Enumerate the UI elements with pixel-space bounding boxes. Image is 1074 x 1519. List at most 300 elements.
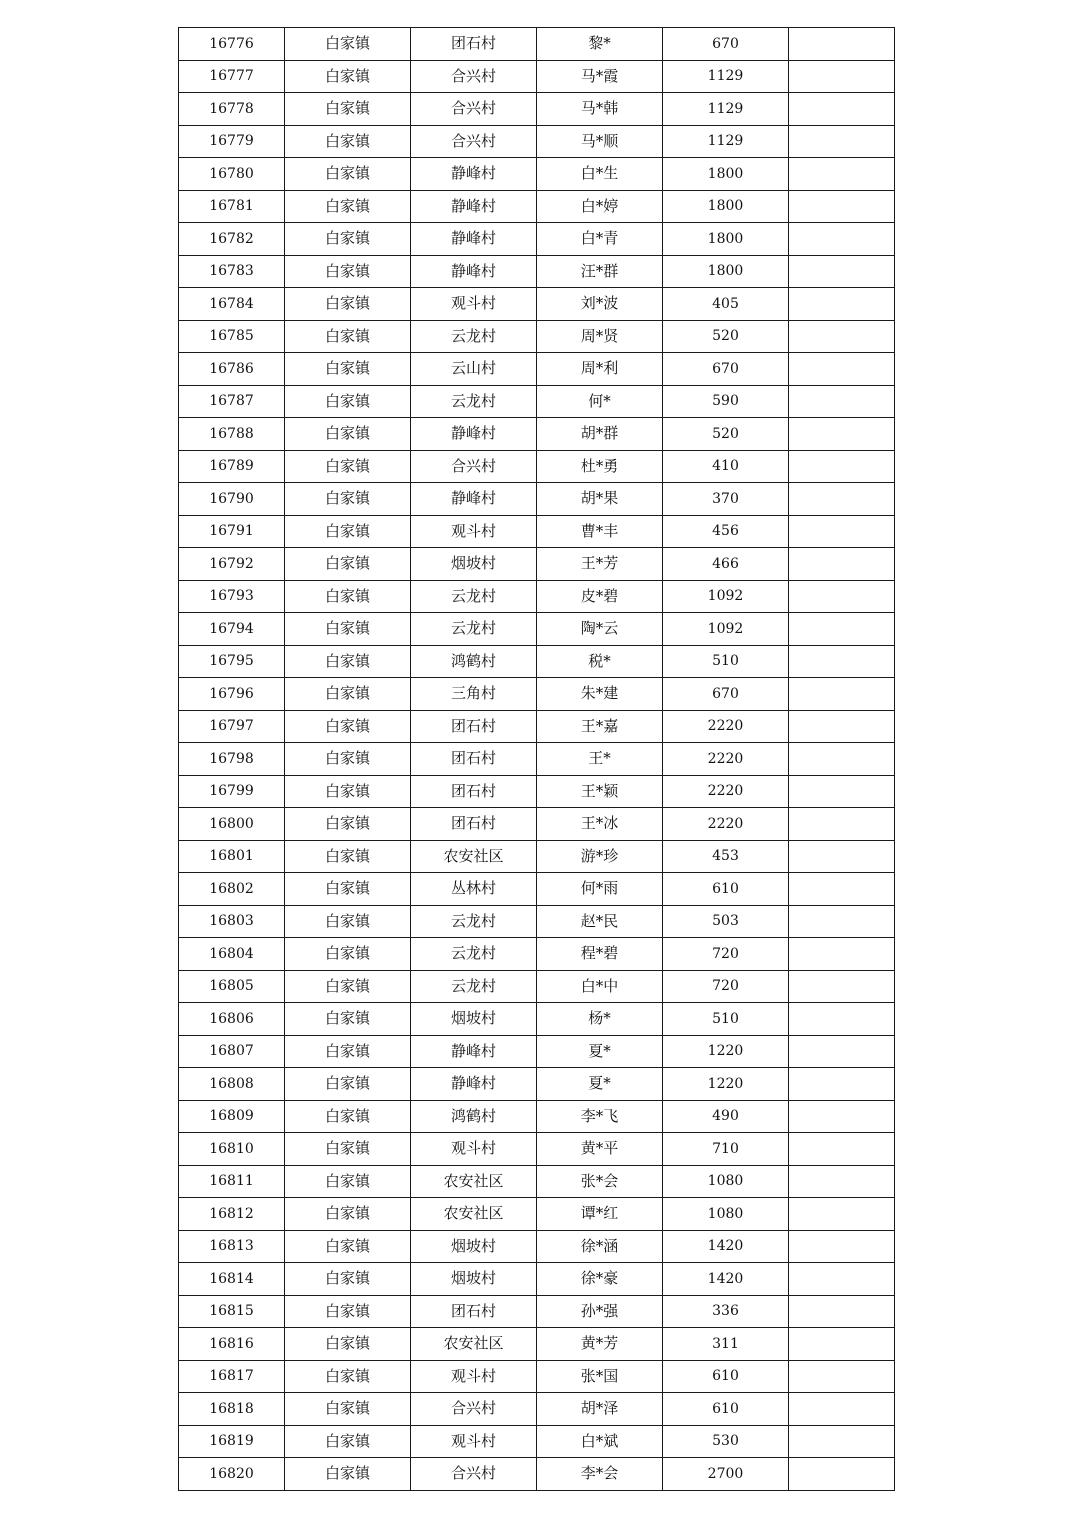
name-cell: 谭*红 xyxy=(537,1198,663,1231)
amount-cell: 336 xyxy=(663,1295,789,1328)
town-cell: 白家镇 xyxy=(285,1263,411,1296)
row-number-cell: 16794 xyxy=(179,613,285,646)
village-cell: 鸿鹤村 xyxy=(411,1100,537,1133)
town-cell: 白家镇 xyxy=(285,743,411,776)
note-cell xyxy=(789,808,895,841)
table-row xyxy=(179,905,895,938)
name-cell: 税* xyxy=(537,645,663,678)
town-cell: 白家镇 xyxy=(285,938,411,971)
town-cell: 白家镇 xyxy=(285,450,411,483)
note-cell xyxy=(789,1295,895,1328)
name-cell: 王* xyxy=(537,743,663,776)
amount-cell: 466 xyxy=(663,548,789,581)
town-cell: 白家镇 xyxy=(285,223,411,256)
name-cell: 黄*平 xyxy=(537,1133,663,1166)
name-cell: 黄*芳 xyxy=(537,1328,663,1361)
amount-cell: 610 xyxy=(663,1360,789,1393)
table-row xyxy=(179,1068,895,1101)
table-row xyxy=(179,158,895,191)
table-row xyxy=(179,515,895,548)
village-cell: 云山村 xyxy=(411,353,537,386)
amount-cell: 503 xyxy=(663,905,789,938)
village-cell: 三角村 xyxy=(411,678,537,711)
village-cell: 云龙村 xyxy=(411,613,537,646)
note-cell xyxy=(789,548,895,581)
amount-cell: 456 xyxy=(663,515,789,548)
village-cell: 鸿鹤村 xyxy=(411,645,537,678)
village-cell: 静峰村 xyxy=(411,483,537,516)
village-cell: 团石村 xyxy=(411,28,537,61)
amount-cell: 1420 xyxy=(663,1263,789,1296)
row-number-cell: 16792 xyxy=(179,548,285,581)
town-cell: 白家镇 xyxy=(285,678,411,711)
village-cell: 烟坡村 xyxy=(411,548,537,581)
row-number-cell: 16789 xyxy=(179,450,285,483)
name-cell: 徐*涵 xyxy=(537,1230,663,1263)
name-cell: 王*颖 xyxy=(537,775,663,808)
amount-cell: 1800 xyxy=(663,255,789,288)
town-cell: 白家镇 xyxy=(285,483,411,516)
name-cell: 李*会 xyxy=(537,1458,663,1491)
note-cell xyxy=(789,1068,895,1101)
town-cell: 白家镇 xyxy=(285,1068,411,1101)
row-number-cell: 16788 xyxy=(179,418,285,451)
table-row xyxy=(179,1198,895,1231)
amount-cell: 1129 xyxy=(663,93,789,126)
row-number-cell: 16818 xyxy=(179,1393,285,1426)
row-number-cell: 16817 xyxy=(179,1360,285,1393)
name-cell: 胡*果 xyxy=(537,483,663,516)
name-cell: 周*贤 xyxy=(537,320,663,353)
name-cell: 游*珍 xyxy=(537,840,663,873)
village-cell: 团石村 xyxy=(411,775,537,808)
row-number-cell: 16776 xyxy=(179,28,285,61)
note-cell xyxy=(789,1198,895,1231)
note-cell xyxy=(789,710,895,743)
note-cell xyxy=(789,190,895,223)
name-cell: 白*斌 xyxy=(537,1425,663,1458)
note-cell xyxy=(789,1035,895,1068)
table-row xyxy=(179,613,895,646)
row-number-cell: 16787 xyxy=(179,385,285,418)
name-cell: 马*霞 xyxy=(537,60,663,93)
town-cell: 白家镇 xyxy=(285,288,411,321)
amount-cell: 2220 xyxy=(663,743,789,776)
village-cell: 云龙村 xyxy=(411,970,537,1003)
name-cell: 胡*泽 xyxy=(537,1393,663,1426)
name-cell: 白*中 xyxy=(537,970,663,1003)
town-cell: 白家镇 xyxy=(285,1393,411,1426)
table-row xyxy=(179,255,895,288)
town-cell: 白家镇 xyxy=(285,645,411,678)
note-cell xyxy=(789,1425,895,1458)
village-cell: 农安社区 xyxy=(411,1328,537,1361)
table-row xyxy=(179,320,895,353)
town-cell: 白家镇 xyxy=(285,1100,411,1133)
note-cell xyxy=(789,1458,895,1491)
row-number-cell: 16781 xyxy=(179,190,285,223)
amount-cell: 405 xyxy=(663,288,789,321)
note-cell xyxy=(789,483,895,516)
row-number-cell: 16795 xyxy=(179,645,285,678)
table-row xyxy=(179,678,895,711)
name-cell: 刘*波 xyxy=(537,288,663,321)
amount-cell: 530 xyxy=(663,1425,789,1458)
amount-cell: 2220 xyxy=(663,808,789,841)
note-cell xyxy=(789,613,895,646)
name-cell: 朱*建 xyxy=(537,678,663,711)
name-cell: 赵*民 xyxy=(537,905,663,938)
village-cell: 烟坡村 xyxy=(411,1263,537,1296)
village-cell: 云龙村 xyxy=(411,580,537,613)
village-cell: 丛林村 xyxy=(411,873,537,906)
town-cell: 白家镇 xyxy=(285,353,411,386)
amount-cell: 1220 xyxy=(663,1035,789,1068)
amount-cell: 1092 xyxy=(663,580,789,613)
row-number-cell: 16778 xyxy=(179,93,285,126)
amount-cell: 1420 xyxy=(663,1230,789,1263)
note-cell xyxy=(789,645,895,678)
town-cell: 白家镇 xyxy=(285,905,411,938)
row-number-cell: 16820 xyxy=(179,1458,285,1491)
note-cell xyxy=(789,1230,895,1263)
note-cell xyxy=(789,515,895,548)
table-row xyxy=(179,645,895,678)
town-cell: 白家镇 xyxy=(285,1360,411,1393)
amount-cell: 1129 xyxy=(663,125,789,158)
note-cell xyxy=(789,938,895,971)
note-cell xyxy=(789,223,895,256)
town-cell: 白家镇 xyxy=(285,710,411,743)
village-cell: 观斗村 xyxy=(411,515,537,548)
town-cell: 白家镇 xyxy=(285,255,411,288)
row-number-cell: 16810 xyxy=(179,1133,285,1166)
row-number-cell: 16791 xyxy=(179,515,285,548)
town-cell: 白家镇 xyxy=(285,1230,411,1263)
village-cell: 静峰村 xyxy=(411,255,537,288)
row-number-cell: 16799 xyxy=(179,775,285,808)
village-cell: 静峰村 xyxy=(411,1035,537,1068)
note-cell xyxy=(789,450,895,483)
amount-cell: 610 xyxy=(663,1393,789,1426)
note-cell xyxy=(789,1328,895,1361)
row-number-cell: 16801 xyxy=(179,840,285,873)
table-row xyxy=(179,840,895,873)
amount-cell: 1129 xyxy=(663,60,789,93)
table-row xyxy=(179,743,895,776)
town-cell: 白家镇 xyxy=(285,970,411,1003)
row-number-cell: 16819 xyxy=(179,1425,285,1458)
name-cell: 周*利 xyxy=(537,353,663,386)
amount-cell: 1080 xyxy=(663,1198,789,1231)
town-cell: 白家镇 xyxy=(285,1295,411,1328)
table-row xyxy=(179,190,895,223)
note-cell xyxy=(789,743,895,776)
amount-cell: 2700 xyxy=(663,1458,789,1491)
village-cell: 静峰村 xyxy=(411,190,537,223)
note-cell xyxy=(789,320,895,353)
name-cell: 王*芳 xyxy=(537,548,663,581)
amount-cell: 670 xyxy=(663,678,789,711)
name-cell: 马*顺 xyxy=(537,125,663,158)
name-cell: 汪*群 xyxy=(537,255,663,288)
table-row xyxy=(179,450,895,483)
table-row xyxy=(179,1328,895,1361)
village-cell: 团石村 xyxy=(411,808,537,841)
village-cell: 烟坡村 xyxy=(411,1230,537,1263)
town-cell: 白家镇 xyxy=(285,93,411,126)
row-number-cell: 16786 xyxy=(179,353,285,386)
amount-cell: 311 xyxy=(663,1328,789,1361)
town-cell: 白家镇 xyxy=(285,320,411,353)
name-cell: 王*冰 xyxy=(537,808,663,841)
village-cell: 云龙村 xyxy=(411,385,537,418)
amount-cell: 510 xyxy=(663,1003,789,1036)
town-cell: 白家镇 xyxy=(285,515,411,548)
amount-cell: 2220 xyxy=(663,710,789,743)
note-cell xyxy=(789,1003,895,1036)
row-number-cell: 16807 xyxy=(179,1035,285,1068)
village-cell: 云龙村 xyxy=(411,320,537,353)
table-row xyxy=(179,775,895,808)
table-row xyxy=(179,1393,895,1426)
amount-cell: 510 xyxy=(663,645,789,678)
amount-cell: 520 xyxy=(663,418,789,451)
town-cell: 白家镇 xyxy=(285,1458,411,1491)
village-cell: 团石村 xyxy=(411,1295,537,1328)
note-cell xyxy=(789,353,895,386)
table-row xyxy=(179,938,895,971)
village-cell: 静峰村 xyxy=(411,158,537,191)
row-number-cell: 16783 xyxy=(179,255,285,288)
amount-cell: 1220 xyxy=(663,1068,789,1101)
town-cell: 白家镇 xyxy=(285,190,411,223)
name-cell: 胡*群 xyxy=(537,418,663,451)
name-cell: 何*雨 xyxy=(537,873,663,906)
table-body xyxy=(179,28,895,1491)
name-cell: 杜*勇 xyxy=(537,450,663,483)
note-cell xyxy=(789,125,895,158)
row-number-cell: 16814 xyxy=(179,1263,285,1296)
amount-cell: 670 xyxy=(663,28,789,61)
note-cell xyxy=(789,255,895,288)
note-cell xyxy=(789,1100,895,1133)
row-number-cell: 16804 xyxy=(179,938,285,971)
village-cell: 静峰村 xyxy=(411,1068,537,1101)
village-cell: 农安社区 xyxy=(411,1165,537,1198)
table-row xyxy=(179,385,895,418)
row-number-cell: 16811 xyxy=(179,1165,285,1198)
village-cell: 团石村 xyxy=(411,710,537,743)
name-cell: 张*国 xyxy=(537,1360,663,1393)
name-cell: 马*韩 xyxy=(537,93,663,126)
village-cell: 观斗村 xyxy=(411,1133,537,1166)
amount-cell: 410 xyxy=(663,450,789,483)
table-row xyxy=(179,483,895,516)
town-cell: 白家镇 xyxy=(285,580,411,613)
amount-cell: 453 xyxy=(663,840,789,873)
amount-cell: 1800 xyxy=(663,158,789,191)
name-cell: 王*嘉 xyxy=(537,710,663,743)
note-cell xyxy=(789,840,895,873)
table-row xyxy=(179,873,895,906)
row-number-cell: 16812 xyxy=(179,1198,285,1231)
town-cell: 白家镇 xyxy=(285,775,411,808)
table-row xyxy=(179,970,895,1003)
table-row xyxy=(179,1295,895,1328)
name-cell: 曹*丰 xyxy=(537,515,663,548)
town-cell: 白家镇 xyxy=(285,873,411,906)
data-table xyxy=(178,27,895,1491)
village-cell: 观斗村 xyxy=(411,288,537,321)
table-row xyxy=(179,1035,895,1068)
town-cell: 白家镇 xyxy=(285,28,411,61)
note-cell xyxy=(789,418,895,451)
town-cell: 白家镇 xyxy=(285,158,411,191)
town-cell: 白家镇 xyxy=(285,613,411,646)
village-cell: 观斗村 xyxy=(411,1425,537,1458)
row-number-cell: 16793 xyxy=(179,580,285,613)
table-row xyxy=(179,353,895,386)
amount-cell: 670 xyxy=(663,353,789,386)
note-cell xyxy=(789,1133,895,1166)
table-row xyxy=(179,28,895,61)
table-row xyxy=(179,288,895,321)
name-cell: 夏* xyxy=(537,1068,663,1101)
row-number-cell: 16815 xyxy=(179,1295,285,1328)
note-cell xyxy=(789,158,895,191)
village-cell: 云龙村 xyxy=(411,905,537,938)
amount-cell: 1800 xyxy=(663,190,789,223)
town-cell: 白家镇 xyxy=(285,1133,411,1166)
note-cell xyxy=(789,970,895,1003)
name-cell: 张*会 xyxy=(537,1165,663,1198)
table-row xyxy=(179,1003,895,1036)
village-cell: 农安社区 xyxy=(411,840,537,873)
table-row xyxy=(179,1230,895,1263)
town-cell: 白家镇 xyxy=(285,60,411,93)
village-cell: 合兴村 xyxy=(411,93,537,126)
row-number-cell: 16779 xyxy=(179,125,285,158)
row-number-cell: 16790 xyxy=(179,483,285,516)
name-cell: 李*飞 xyxy=(537,1100,663,1133)
table-row xyxy=(179,125,895,158)
note-cell xyxy=(789,580,895,613)
note-cell xyxy=(789,1360,895,1393)
name-cell: 何* xyxy=(537,385,663,418)
town-cell: 白家镇 xyxy=(285,418,411,451)
note-cell xyxy=(789,28,895,61)
note-cell xyxy=(789,1263,895,1296)
note-cell xyxy=(789,60,895,93)
village-cell: 烟坡村 xyxy=(411,1003,537,1036)
note-cell xyxy=(789,1165,895,1198)
town-cell: 白家镇 xyxy=(285,548,411,581)
table-row xyxy=(179,1165,895,1198)
row-number-cell: 16796 xyxy=(179,678,285,711)
amount-cell: 1092 xyxy=(663,613,789,646)
table-row xyxy=(179,710,895,743)
town-cell: 白家镇 xyxy=(285,1003,411,1036)
town-cell: 白家镇 xyxy=(285,1328,411,1361)
name-cell: 白*婷 xyxy=(537,190,663,223)
row-number-cell: 16800 xyxy=(179,808,285,841)
table-row xyxy=(179,93,895,126)
village-cell: 云龙村 xyxy=(411,938,537,971)
row-number-cell: 16780 xyxy=(179,158,285,191)
note-cell xyxy=(789,385,895,418)
table-row xyxy=(179,418,895,451)
village-cell: 合兴村 xyxy=(411,1393,537,1426)
note-cell xyxy=(789,775,895,808)
table-row xyxy=(179,1100,895,1133)
note-cell xyxy=(789,873,895,906)
name-cell: 孙*强 xyxy=(537,1295,663,1328)
table-row xyxy=(179,580,895,613)
amount-cell: 2220 xyxy=(663,775,789,808)
village-cell: 静峰村 xyxy=(411,418,537,451)
village-cell: 合兴村 xyxy=(411,1458,537,1491)
amount-cell: 610 xyxy=(663,873,789,906)
name-cell: 白*青 xyxy=(537,223,663,256)
row-number-cell: 16798 xyxy=(179,743,285,776)
note-cell xyxy=(789,678,895,711)
town-cell: 白家镇 xyxy=(285,1425,411,1458)
town-cell: 白家镇 xyxy=(285,808,411,841)
name-cell: 白*生 xyxy=(537,158,663,191)
row-number-cell: 16802 xyxy=(179,873,285,906)
table-row xyxy=(179,1458,895,1491)
row-number-cell: 16784 xyxy=(179,288,285,321)
table-row xyxy=(179,1133,895,1166)
table-row xyxy=(179,223,895,256)
table-row xyxy=(179,60,895,93)
row-number-cell: 16816 xyxy=(179,1328,285,1361)
row-number-cell: 16808 xyxy=(179,1068,285,1101)
table-row xyxy=(179,548,895,581)
town-cell: 白家镇 xyxy=(285,125,411,158)
village-cell: 合兴村 xyxy=(411,60,537,93)
town-cell: 白家镇 xyxy=(285,840,411,873)
name-cell: 夏* xyxy=(537,1035,663,1068)
row-number-cell: 16809 xyxy=(179,1100,285,1133)
row-number-cell: 16813 xyxy=(179,1230,285,1263)
name-cell: 陶*云 xyxy=(537,613,663,646)
table-row xyxy=(179,1425,895,1458)
note-cell xyxy=(789,905,895,938)
village-cell: 合兴村 xyxy=(411,125,537,158)
town-cell: 白家镇 xyxy=(285,1165,411,1198)
name-cell: 黎* xyxy=(537,28,663,61)
amount-cell: 1800 xyxy=(663,223,789,256)
amount-cell: 370 xyxy=(663,483,789,516)
amount-cell: 590 xyxy=(663,385,789,418)
town-cell: 白家镇 xyxy=(285,1035,411,1068)
name-cell: 皮*碧 xyxy=(537,580,663,613)
amount-cell: 490 xyxy=(663,1100,789,1133)
village-cell: 观斗村 xyxy=(411,1360,537,1393)
amount-cell: 720 xyxy=(663,938,789,971)
amount-cell: 720 xyxy=(663,970,789,1003)
name-cell: 程*碧 xyxy=(537,938,663,971)
note-cell xyxy=(789,288,895,321)
name-cell: 杨* xyxy=(537,1003,663,1036)
village-cell: 合兴村 xyxy=(411,450,537,483)
row-number-cell: 16805 xyxy=(179,970,285,1003)
village-cell: 团石村 xyxy=(411,743,537,776)
row-number-cell: 16777 xyxy=(179,60,285,93)
amount-cell: 1080 xyxy=(663,1165,789,1198)
